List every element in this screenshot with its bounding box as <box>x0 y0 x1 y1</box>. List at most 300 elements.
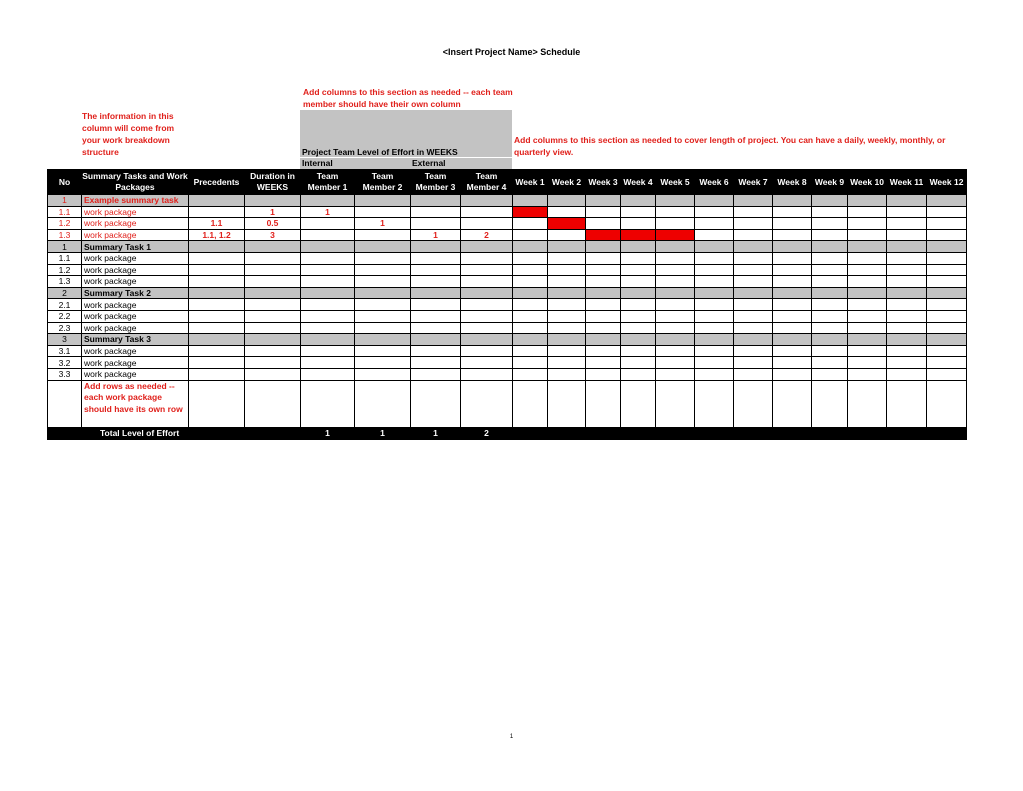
precedents-cell[interactable] <box>189 276 245 288</box>
week-cell[interactable] <box>734 218 773 230</box>
week-cell[interactable] <box>887 264 927 276</box>
week-cell[interactable] <box>927 276 967 288</box>
empty-cell[interactable] <box>189 380 245 427</box>
precedents-cell[interactable] <box>189 195 245 207</box>
week-cell[interactable] <box>586 287 621 299</box>
work-package-name[interactable]: work package <box>82 229 189 241</box>
member-2-effort-cell[interactable] <box>355 276 411 288</box>
week-cell[interactable] <box>586 241 621 253</box>
week-cell[interactable] <box>927 287 967 299</box>
week-cell[interactable] <box>773 299 812 311</box>
week-cell[interactable] <box>848 368 887 380</box>
member-2-effort-cell[interactable] <box>355 241 411 253</box>
week-cell[interactable] <box>734 252 773 264</box>
empty-cell[interactable] <box>586 380 621 427</box>
week-cell[interactable] <box>734 264 773 276</box>
week-cell[interactable] <box>586 264 621 276</box>
week-cell[interactable] <box>887 252 927 264</box>
week-cell[interactable] <box>513 334 548 346</box>
precedents-cell[interactable] <box>189 287 245 299</box>
gantt-bar-cell[interactable] <box>548 218 586 230</box>
gantt-bar-cell[interactable] <box>656 229 695 241</box>
week-cell[interactable] <box>812 264 848 276</box>
duration-cell[interactable] <box>245 345 301 357</box>
work-package-name[interactable]: work package <box>82 368 189 380</box>
duration-cell[interactable] <box>245 368 301 380</box>
row-number[interactable]: 1.2 <box>48 218 82 230</box>
empty-cell[interactable] <box>927 380 967 427</box>
week-cell[interactable] <box>656 357 695 369</box>
week-cell[interactable] <box>621 252 656 264</box>
member-1-effort-cell[interactable] <box>301 218 355 230</box>
week-cell[interactable] <box>621 287 656 299</box>
week-cell[interactable] <box>695 206 734 218</box>
week-cell[interactable] <box>586 310 621 322</box>
precedents-cell[interactable] <box>189 368 245 380</box>
member-2-effort-cell[interactable] <box>355 334 411 346</box>
week-cell[interactable] <box>621 206 656 218</box>
week-cell[interactable] <box>848 357 887 369</box>
week-cell[interactable] <box>656 218 695 230</box>
member-1-effort-cell[interactable] <box>301 195 355 207</box>
duration-cell[interactable]: 0.5 <box>245 218 301 230</box>
precedents-cell[interactable] <box>189 310 245 322</box>
member-4-effort-cell[interactable] <box>461 241 513 253</box>
week-cell[interactable] <box>548 229 586 241</box>
week-cell[interactable] <box>848 218 887 230</box>
week-cell[interactable] <box>773 276 812 288</box>
row-number[interactable]: 3.2 <box>48 357 82 369</box>
work-package-name[interactable]: work package <box>82 218 189 230</box>
week-cell[interactable] <box>695 357 734 369</box>
empty-cell[interactable] <box>548 380 586 427</box>
week-cell[interactable] <box>848 264 887 276</box>
member-2-effort-cell[interactable] <box>355 357 411 369</box>
week-cell[interactable] <box>513 368 548 380</box>
week-cell[interactable] <box>848 299 887 311</box>
precedents-cell[interactable]: 1.1 <box>189 218 245 230</box>
week-cell[interactable] <box>621 276 656 288</box>
empty-cell[interactable] <box>301 380 355 427</box>
member-4-effort-cell[interactable] <box>461 345 513 357</box>
row-number[interactable]: 1 <box>48 241 82 253</box>
summary-task-name[interactable]: Summary Task 3 <box>82 334 189 346</box>
week-cell[interactable] <box>812 322 848 334</box>
precedents-cell[interactable] <box>189 322 245 334</box>
week-cell[interactable] <box>513 229 548 241</box>
member-2-effort-cell[interactable] <box>355 322 411 334</box>
week-cell[interactable] <box>734 299 773 311</box>
precedents-cell[interactable] <box>189 241 245 253</box>
week-cell[interactable] <box>848 206 887 218</box>
week-cell[interactable] <box>656 322 695 334</box>
row-number[interactable]: 3.3 <box>48 368 82 380</box>
week-cell[interactable] <box>621 218 656 230</box>
member-2-effort-cell[interactable] <box>355 264 411 276</box>
gantt-bar-cell[interactable] <box>513 206 548 218</box>
duration-cell[interactable] <box>245 252 301 264</box>
empty-cell[interactable] <box>461 380 513 427</box>
week-cell[interactable] <box>887 310 927 322</box>
week-cell[interactable] <box>848 252 887 264</box>
duration-cell[interactable]: 3 <box>245 229 301 241</box>
row-number[interactable]: 3.1 <box>48 345 82 357</box>
week-cell[interactable] <box>812 195 848 207</box>
week-cell[interactable] <box>734 206 773 218</box>
member-3-effort-cell[interactable] <box>411 276 461 288</box>
week-cell[interactable] <box>621 345 656 357</box>
week-cell[interactable] <box>848 195 887 207</box>
week-cell[interactable] <box>548 357 586 369</box>
week-cell[interactable] <box>548 345 586 357</box>
member-4-effort-cell[interactable] <box>461 334 513 346</box>
work-package-name[interactable]: work package <box>82 264 189 276</box>
week-cell[interactable] <box>734 229 773 241</box>
member-4-effort-cell[interactable]: 2 <box>461 229 513 241</box>
week-cell[interactable] <box>695 322 734 334</box>
week-cell[interactable] <box>656 241 695 253</box>
week-cell[interactable] <box>548 252 586 264</box>
week-cell[interactable] <box>773 287 812 299</box>
member-1-effort-cell[interactable] <box>301 368 355 380</box>
week-cell[interactable] <box>887 299 927 311</box>
duration-cell[interactable] <box>245 322 301 334</box>
week-cell[interactable] <box>734 334 773 346</box>
empty-cell[interactable] <box>656 380 695 427</box>
week-cell[interactable] <box>848 322 887 334</box>
week-cell[interactable] <box>513 218 548 230</box>
row-number[interactable]: 1.1 <box>48 206 82 218</box>
member-4-effort-cell[interactable] <box>461 357 513 369</box>
week-cell[interactable] <box>773 322 812 334</box>
duration-cell[interactable] <box>245 357 301 369</box>
member-3-effort-cell[interactable] <box>411 299 461 311</box>
week-cell[interactable] <box>513 264 548 276</box>
empty-cell[interactable] <box>355 380 411 427</box>
empty-cell[interactable] <box>734 380 773 427</box>
precedents-cell[interactable] <box>189 206 245 218</box>
summary-task-name[interactable]: Example summary task <box>82 195 189 207</box>
week-cell[interactable] <box>887 195 927 207</box>
week-cell[interactable] <box>927 229 967 241</box>
empty-cell[interactable] <box>513 380 548 427</box>
week-cell[interactable] <box>887 345 927 357</box>
week-cell[interactable] <box>513 357 548 369</box>
member-3-effort-cell[interactable] <box>411 322 461 334</box>
row-number[interactable]: 1.2 <box>48 264 82 276</box>
week-cell[interactable] <box>656 310 695 322</box>
member-1-effort-cell[interactable] <box>301 241 355 253</box>
week-cell[interactable] <box>548 264 586 276</box>
week-cell[interactable] <box>812 287 848 299</box>
week-cell[interactable] <box>773 206 812 218</box>
week-cell[interactable] <box>773 310 812 322</box>
week-cell[interactable] <box>773 252 812 264</box>
week-cell[interactable] <box>773 334 812 346</box>
week-cell[interactable] <box>548 368 586 380</box>
week-cell[interactable] <box>848 241 887 253</box>
member-3-effort-cell[interactable] <box>411 241 461 253</box>
work-package-name[interactable]: work package <box>82 276 189 288</box>
precedents-cell[interactable] <box>189 299 245 311</box>
week-cell[interactable] <box>812 206 848 218</box>
work-package-name[interactable]: work package <box>82 310 189 322</box>
week-cell[interactable] <box>848 334 887 346</box>
week-cell[interactable] <box>887 241 927 253</box>
week-cell[interactable] <box>773 241 812 253</box>
week-cell[interactable] <box>812 218 848 230</box>
week-cell[interactable] <box>773 345 812 357</box>
member-3-effort-cell[interactable] <box>411 357 461 369</box>
work-package-name[interactable]: work package <box>82 299 189 311</box>
week-cell[interactable] <box>887 368 927 380</box>
week-cell[interactable] <box>887 357 927 369</box>
week-cell[interactable] <box>695 287 734 299</box>
week-cell[interactable] <box>887 206 927 218</box>
week-cell[interactable] <box>927 310 967 322</box>
member-4-effort-cell[interactable] <box>461 218 513 230</box>
week-cell[interactable] <box>773 368 812 380</box>
week-cell[interactable] <box>586 322 621 334</box>
week-cell[interactable] <box>548 206 586 218</box>
member-4-effort-cell[interactable] <box>461 195 513 207</box>
week-cell[interactable] <box>513 195 548 207</box>
member-1-effort-cell[interactable] <box>301 310 355 322</box>
week-cell[interactable] <box>734 368 773 380</box>
week-cell[interactable] <box>656 287 695 299</box>
empty-cell[interactable] <box>621 380 656 427</box>
week-cell[interactable] <box>548 241 586 253</box>
week-cell[interactable] <box>812 368 848 380</box>
week-cell[interactable] <box>513 299 548 311</box>
week-cell[interactable] <box>656 345 695 357</box>
week-cell[interactable] <box>513 276 548 288</box>
member-2-effort-cell[interactable] <box>355 287 411 299</box>
week-cell[interactable] <box>695 368 734 380</box>
member-3-effort-cell[interactable] <box>411 206 461 218</box>
member-2-effort-cell[interactable] <box>355 206 411 218</box>
member-4-effort-cell[interactable] <box>461 264 513 276</box>
week-cell[interactable] <box>513 345 548 357</box>
week-cell[interactable] <box>887 276 927 288</box>
week-cell[interactable] <box>812 276 848 288</box>
week-cell[interactable] <box>812 310 848 322</box>
week-cell[interactable] <box>695 310 734 322</box>
week-cell[interactable] <box>812 334 848 346</box>
precedents-cell[interactable] <box>189 264 245 276</box>
week-cell[interactable] <box>812 252 848 264</box>
week-cell[interactable] <box>513 322 548 334</box>
member-2-effort-cell[interactable]: 1 <box>355 218 411 230</box>
week-cell[interactable] <box>734 310 773 322</box>
week-cell[interactable] <box>586 368 621 380</box>
member-3-effort-cell[interactable] <box>411 334 461 346</box>
week-cell[interactable] <box>812 345 848 357</box>
week-cell[interactable] <box>513 241 548 253</box>
week-cell[interactable] <box>695 299 734 311</box>
week-cell[interactable] <box>621 264 656 276</box>
week-cell[interactable] <box>927 299 967 311</box>
row-number[interactable]: 2 <box>48 287 82 299</box>
week-cell[interactable] <box>927 206 967 218</box>
work-package-name[interactable]: work package <box>82 322 189 334</box>
precedents-cell[interactable]: 1.1, 1.2 <box>189 229 245 241</box>
member-4-effort-cell[interactable] <box>461 368 513 380</box>
member-3-effort-cell[interactable] <box>411 252 461 264</box>
week-cell[interactable] <box>548 299 586 311</box>
week-cell[interactable] <box>887 218 927 230</box>
week-cell[interactable] <box>927 241 967 253</box>
empty-cell[interactable] <box>887 380 927 427</box>
week-cell[interactable] <box>586 345 621 357</box>
week-cell[interactable] <box>734 195 773 207</box>
week-cell[interactable] <box>513 310 548 322</box>
week-cell[interactable] <box>621 357 656 369</box>
week-cell[interactable] <box>927 322 967 334</box>
member-3-effort-cell[interactable] <box>411 218 461 230</box>
week-cell[interactable] <box>586 276 621 288</box>
week-cell[interactable] <box>695 276 734 288</box>
week-cell[interactable] <box>548 287 586 299</box>
row-number[interactable]: 1.3 <box>48 229 82 241</box>
member-3-effort-cell[interactable] <box>411 264 461 276</box>
member-1-effort-cell[interactable] <box>301 264 355 276</box>
duration-cell[interactable] <box>245 310 301 322</box>
work-package-name[interactable]: work package <box>82 206 189 218</box>
row-number[interactable]: 1.3 <box>48 276 82 288</box>
week-cell[interactable] <box>848 345 887 357</box>
week-cell[interactable] <box>773 357 812 369</box>
member-4-effort-cell[interactable] <box>461 322 513 334</box>
week-cell[interactable] <box>848 310 887 322</box>
week-cell[interactable] <box>887 322 927 334</box>
week-cell[interactable] <box>927 264 967 276</box>
week-cell[interactable] <box>695 229 734 241</box>
precedents-cell[interactable] <box>189 345 245 357</box>
member-3-effort-cell[interactable] <box>411 310 461 322</box>
week-cell[interactable] <box>887 334 927 346</box>
week-cell[interactable] <box>656 206 695 218</box>
work-package-name[interactable]: work package <box>82 357 189 369</box>
duration-cell[interactable] <box>245 195 301 207</box>
week-cell[interactable] <box>887 287 927 299</box>
week-cell[interactable] <box>695 218 734 230</box>
week-cell[interactable] <box>773 264 812 276</box>
week-cell[interactable] <box>927 218 967 230</box>
week-cell[interactable] <box>621 241 656 253</box>
member-2-effort-cell[interactable] <box>355 310 411 322</box>
duration-cell[interactable]: 1 <box>245 206 301 218</box>
member-2-effort-cell[interactable] <box>355 368 411 380</box>
member-1-effort-cell[interactable] <box>301 287 355 299</box>
week-cell[interactable] <box>586 195 621 207</box>
member-3-effort-cell[interactable] <box>411 345 461 357</box>
week-cell[interactable] <box>656 334 695 346</box>
week-cell[interactable] <box>734 287 773 299</box>
week-cell[interactable] <box>848 229 887 241</box>
week-cell[interactable] <box>548 322 586 334</box>
week-cell[interactable] <box>927 357 967 369</box>
gantt-bar-cell[interactable] <box>586 229 621 241</box>
week-cell[interactable] <box>656 299 695 311</box>
precedents-cell[interactable] <box>189 334 245 346</box>
member-3-effort-cell[interactable] <box>411 368 461 380</box>
duration-cell[interactable] <box>245 287 301 299</box>
week-cell[interactable] <box>927 368 967 380</box>
member-4-effort-cell[interactable] <box>461 252 513 264</box>
row-number[interactable]: 1 <box>48 195 82 207</box>
member-1-effort-cell[interactable] <box>301 276 355 288</box>
duration-cell[interactable] <box>245 334 301 346</box>
member-2-effort-cell[interactable] <box>355 229 411 241</box>
week-cell[interactable] <box>734 241 773 253</box>
member-1-effort-cell[interactable] <box>301 229 355 241</box>
member-1-effort-cell[interactable] <box>301 299 355 311</box>
week-cell[interactable] <box>812 299 848 311</box>
member-2-effort-cell[interactable] <box>355 299 411 311</box>
week-cell[interactable] <box>548 310 586 322</box>
week-cell[interactable] <box>621 195 656 207</box>
week-cell[interactable] <box>621 368 656 380</box>
row-number[interactable]: 2.1 <box>48 299 82 311</box>
week-cell[interactable] <box>586 299 621 311</box>
week-cell[interactable] <box>586 252 621 264</box>
week-cell[interactable] <box>695 345 734 357</box>
week-cell[interactable] <box>656 252 695 264</box>
member-1-effort-cell[interactable] <box>301 252 355 264</box>
week-cell[interactable] <box>656 276 695 288</box>
week-cell[interactable] <box>695 252 734 264</box>
empty-cell[interactable] <box>411 380 461 427</box>
empty-cell[interactable] <box>695 380 734 427</box>
week-cell[interactable] <box>513 287 548 299</box>
member-4-effort-cell[interactable] <box>461 276 513 288</box>
member-3-effort-cell[interactable]: 1 <box>411 229 461 241</box>
week-cell[interactable] <box>812 229 848 241</box>
week-cell[interactable] <box>586 334 621 346</box>
duration-cell[interactable] <box>245 276 301 288</box>
duration-cell[interactable] <box>245 299 301 311</box>
week-cell[interactable] <box>773 229 812 241</box>
member-1-effort-cell[interactable] <box>301 357 355 369</box>
member-2-effort-cell[interactable] <box>355 345 411 357</box>
week-cell[interactable] <box>773 218 812 230</box>
week-cell[interactable] <box>656 195 695 207</box>
week-cell[interactable] <box>695 195 734 207</box>
row-number[interactable] <box>48 380 82 427</box>
row-number[interactable]: 1.1 <box>48 252 82 264</box>
work-package-name[interactable]: work package <box>82 345 189 357</box>
week-cell[interactable] <box>656 368 695 380</box>
week-cell[interactable] <box>848 276 887 288</box>
week-cell[interactable] <box>656 264 695 276</box>
week-cell[interactable] <box>848 287 887 299</box>
work-package-name[interactable]: work package <box>82 252 189 264</box>
week-cell[interactable] <box>695 264 734 276</box>
week-cell[interactable] <box>586 357 621 369</box>
week-cell[interactable] <box>734 345 773 357</box>
member-3-effort-cell[interactable] <box>411 195 461 207</box>
week-cell[interactable] <box>927 345 967 357</box>
member-1-effort-cell[interactable] <box>301 322 355 334</box>
row-number[interactable]: 3 <box>48 334 82 346</box>
week-cell[interactable] <box>548 195 586 207</box>
member-4-effort-cell[interactable] <box>461 206 513 218</box>
member-4-effort-cell[interactable] <box>461 310 513 322</box>
row-number[interactable]: 2.2 <box>48 310 82 322</box>
week-cell[interactable] <box>773 195 812 207</box>
week-cell[interactable] <box>887 229 927 241</box>
